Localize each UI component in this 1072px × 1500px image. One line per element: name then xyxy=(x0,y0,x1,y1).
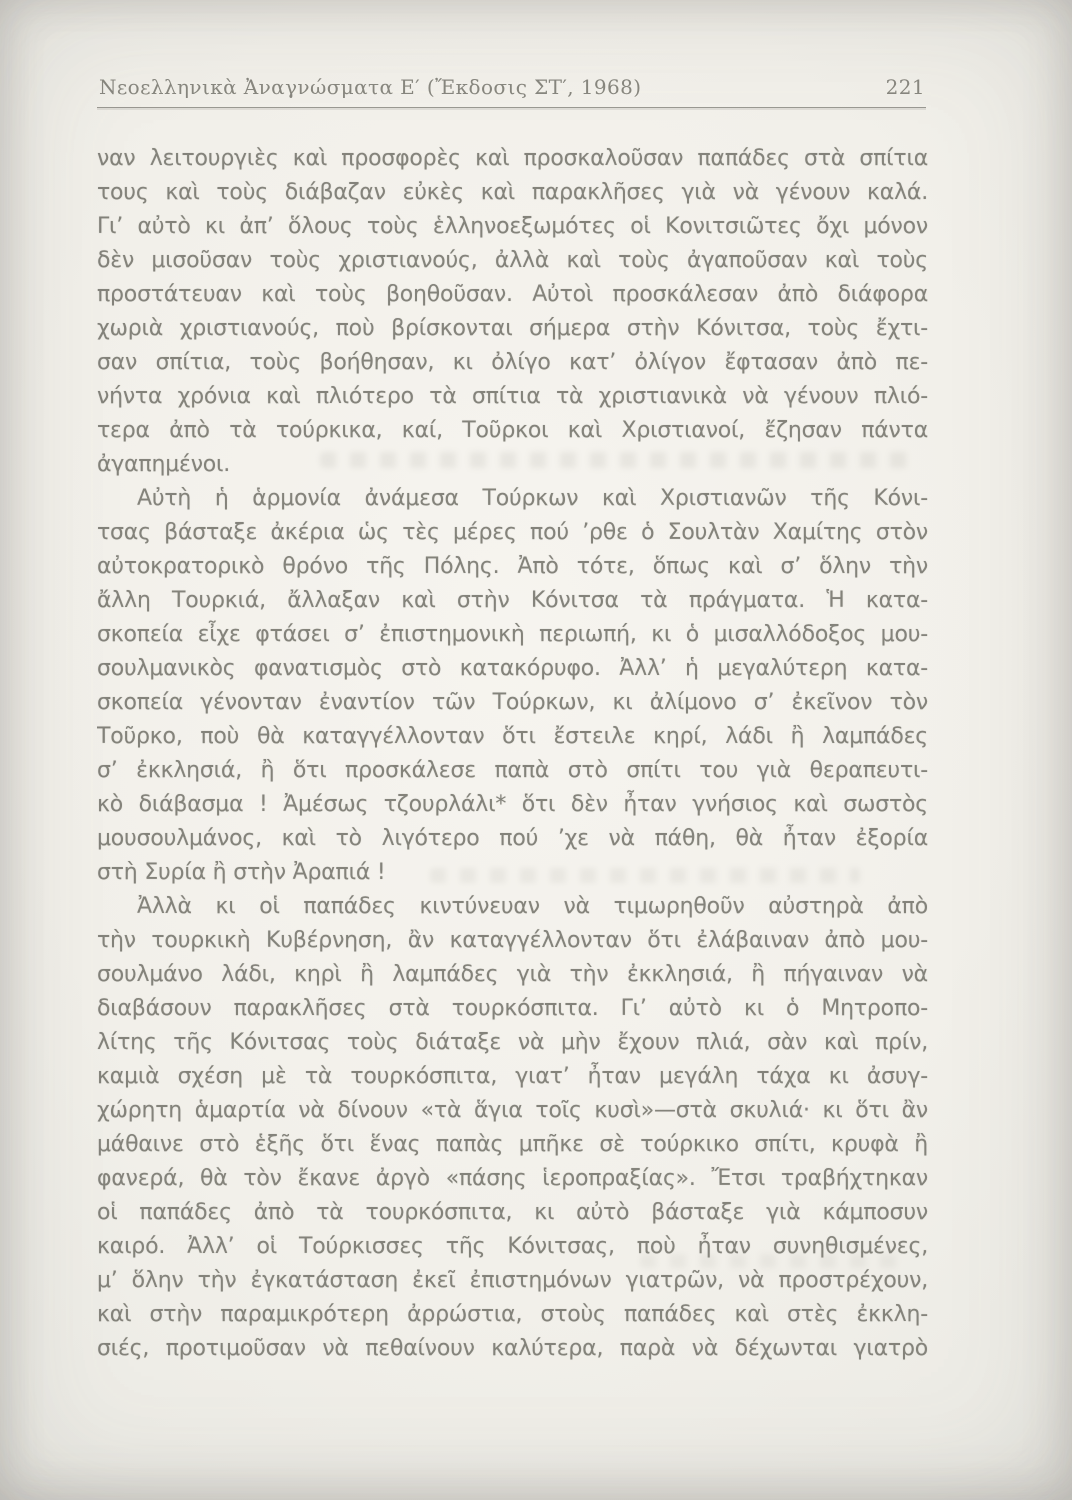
text-line: σκοπεία εἶχε φτάσει σ’ ἐπιστημονικὴ περιωπή, κι ὁ μισαλλόδοξος μου- xyxy=(97,622,928,647)
text-line: οἱ παπάδες ἀπὸ τὰ τουρκόσπιτα, κι αὐτὸ βάσταξε γιὰ κάμποσυν xyxy=(97,1200,928,1225)
text-line: χώρητη ἁμαρτία νὰ δίνουν «τὰ ἅγια τοῖς κυσὶ»—στὰ σκυλιά· κι ὅτι ἂν xyxy=(97,1098,928,1123)
text-line: κὸ διάβασμα ! Ἀμέσως τζουρλάλι* ὅτι δὲν ἦταν γνήσιος καὶ σωστὸς xyxy=(97,792,928,817)
running-head xyxy=(99,75,973,99)
text-line: αὐτοκρατορικὸ θρόνο τῆς Πόλης. Ἀπὸ τότε, ὅπως καὶ σ’ ὅλην τὴν xyxy=(97,554,928,579)
text-line: σαν σπίτια, τοὺς βοήθησαν, κι ὀλίγο κατ’ ὀλίγον ἔφτασαν ἀπὸ πε- xyxy=(97,350,928,375)
text-line: καμιὰ σχέση μὲ τὰ τουρκόσπιτα, γιατ’ ἦταν μεγάλη τάχα κι ἀσυγ- xyxy=(97,1064,928,1089)
text-line: σιές, προτιμοῦσαν νὰ πεθαίνουν καλύτερα, παρὰ νὰ δέχωνται γιατρὸ xyxy=(97,1336,928,1361)
text-line: δὲν μισοῦσαν τοὺς χριστιανούς, ἀλλὰ καὶ τοὺς ἀγαποῦσαν καὶ τοὺς xyxy=(97,248,928,273)
text-line: τερα ἀπὸ τὰ τούρκικα, καί, Τοῦρκοι καὶ Χριστιανοί, ἔζησαν πάντα xyxy=(97,418,928,443)
text-line: στὴ Συρία ἢ στὴν Ἀραπιά ! xyxy=(97,860,386,885)
text-line: χωριὰ χριστιανούς, ποὺ βρίσκονται σήμερα στὴν Κόνιτσα, τοὺς ἔχτι- xyxy=(97,316,928,341)
text-line: καιρό. Ἀλλ’ οἱ Τούρκισσες τῆς Κόνιτσας, ποὺ ἦταν συνηθισμένες, xyxy=(97,1234,928,1259)
text-line: Ἀλλὰ κι οἱ παπάδες κιντύνευαν νὰ τιμωρηθοῦν αὐστηρὰ ἀπὸ xyxy=(137,894,928,919)
text-line: τὴν τουρκικὴ Κυβέρνηση, ἂν καταγγέλλονταν ὅτι ἐλάβαιναν ἀπὸ μου- xyxy=(97,928,928,953)
text-line: μ’ ὅλην τὴν ἐγκατάσταση ἐκεῖ ἐπιστημόνων γιατρῶν, νὰ προστρέχουν, xyxy=(97,1268,928,1293)
text-line: καὶ στὴν παραμικρότερη ἀρρώστια, στοὺς παπάδες καὶ στὲς ἐκκλη- xyxy=(97,1302,928,1327)
text-line: ἀγαπημένοι. xyxy=(97,452,231,477)
text-line: προστάτευαν καὶ τοὺς βοηθοῦσαν. Αὐτοὶ προσκάλεσαν ἀπὸ διάφορα xyxy=(97,282,928,307)
text-line: φανερά, θὰ τὸν ἔκανε ἀργὸ «πάσης ἱεροπραξίας». Ἔτσι τραβήχτηκαν xyxy=(97,1166,928,1191)
text-line: ναν λειτουργιὲς καὶ προσφορὲς καὶ προσκαλοῦσαν παπάδες στὰ σπίτια xyxy=(97,146,928,171)
text-line: ἄλλη Τουρκιά, ἄλλαξαν καὶ στὴν Κόνιτσα τὰ πράγματα. Ἡ κατα- xyxy=(97,588,928,613)
page-number: 221 xyxy=(885,75,925,99)
text-line: τους καὶ τοὺς διάβαζαν εὐκὲς καὶ παρακλῆσες γιὰ νὰ γένουν καλά. xyxy=(97,180,928,205)
text-line: μάθαινε στὸ ἑξῆς ὅτι ἕνας παπὰς μπῆκε σὲ τούρκικο σπίτι, κρυφὰ ἢ xyxy=(97,1132,928,1157)
text-line: Γι’ αὐτὸ κι ἀπ’ ὅλους τοὺς ἑλληνοεξωμότες οἱ Κονιτσιῶτες ὄχι μόνον xyxy=(97,214,928,239)
text-line: Τοῦρκο, ποὺ θὰ καταγγέλλονταν ὅτι ἔστειλε κηρί, λάδι ἢ λαμπάδες xyxy=(97,724,928,749)
text-line: μουσουλμάνος, καὶ τὸ λιγότερο πού ’χε νὰ πάθη, θὰ ἦταν ἐξορία xyxy=(97,826,928,851)
text-line: σουλμανικὸς φανατισμὸς στὸ κατακόρυφο. Ἀλλ’ ἡ μεγαλύτερη κατα- xyxy=(97,656,928,681)
text-line: διαβάσουν παρακλῆσες στὰ τουρκόσπιτα. Γι’ αὐτὸ κι ὁ Μητροπο- xyxy=(97,996,928,1021)
running-head-title: Νεοελληνικὰ Ἀναγνώσματα Ε′ (Ἔκδοσις ΣΤ′, 1968) xyxy=(99,75,642,99)
header-divider-rule xyxy=(97,107,926,108)
text-line: τσας βάσταξε ἀκέρια ὡς τὲς μέρες πού ’ρθε ὁ Σουλτὰν Χαμίτης στὸν xyxy=(97,520,928,545)
text-line: σ’ ἐκκλησιά, ἢ ὅτι προσκάλεσε παπὰ στὸ σπίτι του γιὰ θεραπευτι- xyxy=(97,758,928,783)
text-line: σκοπεία γένονταν ἐναντίον τῶν Τούρκων, κι ἀλίμονο σ’ ἐκεῖνον τὸν xyxy=(97,690,928,715)
text-line: λίτης τῆς Κόνιτσας τοὺς διάταξε νὰ μὴν ἔχουν πλιά, σὰν καὶ πρίν, xyxy=(97,1030,928,1055)
text-line: νήντα χρόνια καὶ πλιότερο τὰ σπίτια τὰ χριστιανικὰ νὰ γένουν πλιό- xyxy=(97,384,928,409)
text-body xyxy=(97,142,928,1366)
text-line: Αὐτὴ ἡ ἁρμονία ἀνάμεσα Τούρκων καὶ Χριστιανῶν τῆς Κόνι- xyxy=(137,486,928,511)
text-line: σουλμάνο λάδι, κηρὶ ἢ λαμπάδες γιὰ τὴν ἐκκλησιά, ἢ πήγαιναν νὰ xyxy=(97,962,928,987)
